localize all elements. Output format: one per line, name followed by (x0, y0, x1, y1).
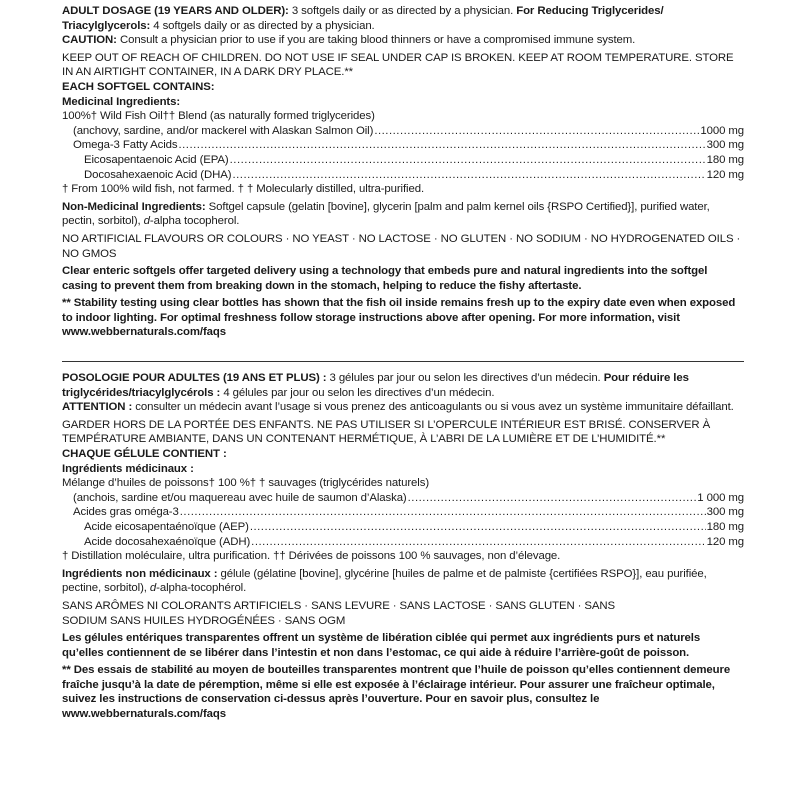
stability-paragraph: ** Des essais de stabilité au moyen de bouteilles transparentes montrent que l’huile de poisson qu’elles contiennent demeure fraîche jusqu’à la date de péremption, même si elle est exposée à l’éclairage intérieur. Pour assurer une fraîcheur optimale, suivez les instructions de conservation ci-dessus après l’ouverture. Pour en savoir plus, consultez le www.webbernaturals.com/faqs (62, 664, 731, 721)
ingredient-name: (anchovy, sardine, and/or mackerel with Alaskan Salmon Oil) (73, 124, 374, 137)
dosage-label: POSOLOGIE POUR ADULTES (19 ANS ET PLUS) : (62, 372, 327, 384)
english-label-section (62, 4, 744, 340)
dosage-paragraph (62, 4, 744, 33)
free-from-list: NO ARTIFICIAL FLAVOURS OR COLOURS · NO YEAST · NO LACTOSE · NO GLUTEN · NO SODIUM · NO HYDROGENATED OILS · NO GMOS (62, 232, 741, 260)
caution-text: consulter un médecin avant l’usage si vous prenez des anticoagulants ou si vous avez un système immunitaire défaillant. (132, 401, 734, 414)
dosage-text: 3 softgels daily or as directed by a physician. (288, 5, 517, 17)
ingredient-name: Acide docosahexaénoïque (ADH) (84, 535, 251, 548)
storage-warning: GARDER HORS DE LA PORTÉE DES ENFANTS. NE PAS UTILISER SI L’OPERCULE INTÉRIEUR EST BRISÉ. CONSERVER À TEMPÉRATURE AMBIANTE, DANS UN CONTENANT HERMÉTIQUE, À L’ABRI DE LA LUMIÈRE ET DE L’HUMIDITÉ.** (62, 418, 711, 446)
caution-label: CAUTION: (62, 34, 117, 47)
each-softgel-heading: EACH SOFTGEL CONTAINS: (62, 80, 215, 93)
non-medicinal-label: Ingrédients non médicinaux : (62, 567, 218, 580)
ingredient-amount: 1 000 mg (697, 491, 744, 504)
ingredient-amount: 300 mg (706, 506, 744, 519)
ingredient-name: Omega-3 Fatty Acids (73, 139, 178, 152)
blend-name: Mélange d’huiles de poissons† 100 %† † sauvages (triglycérides naturels) (62, 477, 430, 490)
ingredient-name: Eicosapentaenoic Acid (EPA) (84, 153, 229, 166)
ingredient-row-blend (62, 124, 744, 139)
ingredient-name: (anchois, sardine et/ou maquereau avec huile de saumon d’Alaska) (73, 491, 407, 504)
dosage-text: 3 gélules par jour ou selon les directives d’un médecin. (326, 372, 604, 384)
free-from-list: SANS ARÔMES NI COLORANTS ARTIFICIELS · SANS LEVURE · SANS LACTOSE · SANS GLUTEN · SANS SODIUM SANS HUILES HYDROGÉNÉES · SANS OGM (62, 599, 616, 627)
each-softgel-heading: CHAQUE GÉLULE CONTIENT : (62, 447, 227, 460)
ingredient-row-epa (62, 520, 744, 535)
ingredient-row-epa (62, 153, 744, 168)
french-label-section (62, 371, 744, 722)
triglyceride-text: 4 softgels daily or as directed by a physician. (150, 19, 375, 32)
non-medicinal-paragraph: Non-Medicinal Ingredients: Softgel capsule (gelatin [bovine], glycerin [palm and palm kernel oils {RSPO Certified}], purified water, pectin, sorbitol), d-alpha tocopherol. (62, 200, 710, 228)
ingredient-row-omega3 (62, 138, 744, 153)
triglyceride-label: Pour réduire les triglycérides/triacylglycérols : (62, 372, 689, 399)
ingredient-amount: 120 mg (706, 535, 744, 548)
ingredient-name: Docosahexaenoic Acid (DHA) (84, 168, 232, 181)
dosage-label: ADULT DOSAGE (19 YEARS AND OLDER): (62, 5, 289, 17)
ingredient-amount: 1000 mg (700, 124, 744, 137)
non-medicinal-paragraph: Ingrédients non médicinaux : gélule (gélatine [bovine], glycérine [huiles de palme et de palmiste {certifiées RSPO}], eau purifiée, pectine, sorbitol), d-alpha-tocophérol. (62, 567, 707, 595)
ingredient-name: Acide eicosapentaénoïque (AEP) (84, 520, 249, 533)
triglyceride-label: For Reducing Triglycerides/ Triacylglycerols: (62, 5, 664, 32)
ingredient-name: Acides gras oméga-3 (73, 506, 179, 519)
triglyceride-text: 4 gélules par jour ou selon les directives d’un médecin. (220, 386, 495, 399)
section-divider (62, 361, 744, 362)
ingredient-row-blend (62, 491, 744, 506)
ingredient-amount: 120 mg (706, 168, 744, 181)
ingredient-row-dha (62, 535, 744, 550)
footnote: † From 100% wild fish, not farmed. † † Molecularly distilled, ultra-purified. (62, 183, 425, 196)
ingredient-row-dha (62, 168, 744, 183)
medicinal-heading: Medicinal Ingredients: (62, 95, 181, 108)
ingredient-amount: 180 mg (706, 153, 744, 166)
footnote: † Distillation moléculaire, ultra purification. †† Dérivées de poissons 100 % sauvages, non d’élevage. (62, 550, 561, 563)
caution-paragraph (62, 33, 744, 48)
ingredient-row-omega3 (62, 505, 744, 520)
non-medicinal-label: Non-Medicinal Ingredients: (62, 200, 206, 213)
enteric-paragraph: Les gélules entériques transparentes offrent un système de libération ciblée qui permet aux ingrédients purs et naturels qu’elles contiennent de se libérer dans l’intestin et non dans l’estomac, ce qui aide à réduire l’arrière-goût de poisson. (62, 632, 701, 659)
storage-warning: KEEP OUT OF REACH OF CHILDREN. DO NOT USE IF SEAL UNDER CAP IS BROKEN. KEEP AT ROOM TEMPERATURE. STORE IN AN AIRTIGHT CONTAINER, IN A DARK DRY PLACE.** (62, 51, 734, 79)
medicinal-heading: Ingrédients médicinaux : (62, 462, 194, 475)
caution-label: ATTENTION : (62, 401, 133, 414)
dosage-paragraph (62, 371, 744, 400)
ingredient-amount: 300 mg (706, 139, 744, 152)
stability-paragraph: ** Stability testing using clear bottles has shown that the fish oil inside remains fresh up to the expiry date even when exposed to indoor lighting. For optimal freshness follow storage instructions above after opening. For more information, visit www.webbernaturals.com/faqs (62, 297, 736, 339)
caution-paragraph (62, 400, 744, 415)
caution-text: Consult a physician prior to use if you are taking blood thinners or have a compromised immune system. (116, 34, 636, 47)
blend-name: 100%† Wild Fish Oil†† Blend (as naturally formed triglycerides) (62, 110, 375, 123)
ingredient-amount: 180 mg (706, 520, 744, 533)
enteric-paragraph: Clear enteric softgels offer targeted delivery using a technology that embeds pure and natural ingredients into the softgel casing to prevent them from breaking down in the stomach, helping to reduce the fishy aftertaste. (62, 265, 708, 292)
